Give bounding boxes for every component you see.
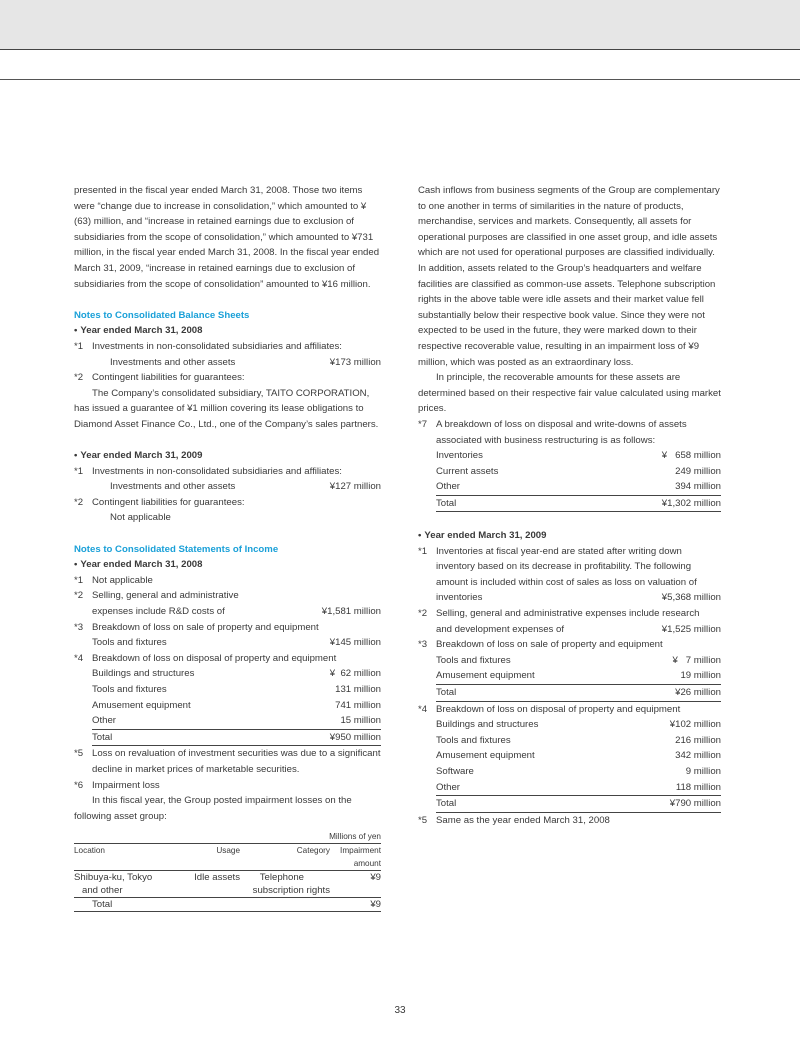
intro-paragraph: presented in the fiscal year ended March 31, 2008. Those two items were “change due to increase in consolidation,” which amounted to ¥(63) million, and “increase in retained earnings due to exclusion of subsidiaries from the scope of consolidation,” which amounted to ¥731 million, in the fiscal year ended March 31, 2008. In the fiscal year ended March 31, 2009, “increase in retained earnings due to exclusion of subsidiaries from the scope of consolidation” amounted to ¥16 million.	[74, 185, 380, 290]
is-note-3: *3 Breakdown of loss on sale of property and equipment	[74, 621, 319, 633]
inventory-valuation-row: inventories ¥5,368 million	[436, 592, 721, 604]
disposal-row: Buildings and structures ¥102 million	[436, 719, 721, 731]
bs-2009-investments-row: Investments and other assets ¥127 million	[110, 481, 381, 493]
balance-sheets-heading: Notes to Consolidated Balance Sheets	[74, 309, 250, 321]
table-total-row: Total ¥9	[74, 898, 381, 912]
sale-loss-row: Amusement equipment 19 million	[436, 670, 721, 682]
disposal-row: Software 9 million	[436, 765, 721, 777]
is-rd-costs-row: expenses include R&D costs of ¥1,581 million	[92, 606, 381, 618]
disposal-row: Amusement equipment 342 million	[436, 750, 721, 762]
cash-inflows-paragraph: Cash inflows from business segments of the Group are complementary to one another in terms of similarities in the nature of products, merchandise, services and markets. Consequently, all assets for operational purposes are classified in one asset group, and idle assets which are not used for operational purposes are classified individually. In addition, assets related to the Group’s headquarters and welfare facilities are classified as common-use assets. Telephone subscription rights in the above table were idle assets and their market value fell substantially below their respective book value. Since they were not expected to be used in the future, they were marked down to their respective recoverable value, resulting in an impairment loss of ¥9 million, which was posted as an extraordinary loss.	[418, 185, 720, 368]
is-2009-note-5: *5 Same as the year ended March 31, 2008	[418, 814, 610, 826]
is-2009-note-4: *4 Breakdown of loss on disposal of property and equipment	[418, 703, 681, 715]
is-sale-loss-row: Tools and fixtures ¥145 million	[92, 637, 381, 649]
bullet-icon: •	[74, 325, 78, 337]
bullet-icon: •	[418, 530, 422, 542]
table-unit-row: Millions of yen	[74, 830, 381, 844]
is-note-4: *4 Breakdown of loss on disposal of property and equipment	[74, 652, 337, 664]
restructuring-total-row: Total ¥1,302 million	[436, 495, 721, 513]
is-disposal-row: Buildings and structures ¥ 62 million	[92, 668, 381, 680]
header-band	[0, 0, 800, 50]
table-header-row: Location Usage Category Impairment amount	[74, 844, 381, 871]
bs-2008-note-1: *1 Investments in non-consolidated subsidiaries and affiliates:	[74, 340, 342, 352]
is-disposal-row: Amusement equipment 741 million	[92, 699, 381, 711]
header-rule	[0, 79, 800, 80]
bs-2008-note-2: *2 Contingent liabilities for guarantees:	[74, 372, 245, 384]
page-number: 33	[394, 1005, 406, 1016]
disposal-total-row: Total ¥790 million	[436, 795, 721, 813]
table-row: Shibuya-ku, Tokyo and other Idle assets Telephone subscription rights ¥9	[74, 872, 381, 897]
restructuring-row: Inventories ¥ 658 million	[436, 450, 721, 462]
restructuring-note-7: *7 A breakdown of loss on disposal and write-downs of assets associated with business restructuring is as follows:	[418, 418, 687, 446]
disposal-row: Tools and fixtures 216 million	[436, 734, 721, 746]
is-note-5: *5 Loss on revaluation of investment securities was due to a significant decline in market prices of marketable securities.	[74, 748, 381, 775]
income-statements-heading: Notes to Consolidated Statements of Income	[74, 543, 279, 555]
bs-2009-not-applicable: Not applicable	[110, 512, 171, 524]
bs-2009-title: • Year ended March 31, 2009	[74, 450, 203, 462]
is-2009-note-2: *2 Selling, general and administrative expenses include research	[418, 608, 700, 620]
bs-2009-note-2: *2 Contingent liabilities for guarantees:	[74, 496, 245, 508]
right-column	[418, 183, 721, 828]
is-2009-note-3: *3 Breakdown of loss on sale of property and equipment	[418, 639, 663, 651]
bs-2008-investments-row: Investments and other assets ¥173 million	[110, 356, 381, 368]
disposal-row: Other 118 million	[436, 781, 721, 793]
is-note-2: *2 Selling, general and administrative	[74, 590, 239, 602]
impairment-table	[74, 830, 381, 912]
sale-loss-row: Tools and fixtures ¥ 7 million	[436, 654, 721, 666]
is-2009-title: • Year ended March 31, 2009	[418, 530, 547, 542]
restructuring-row: Current assets 249 million	[436, 465, 721, 477]
bs-2008-title: • Year ended March 31, 2008	[74, 325, 203, 337]
is-note-6: *6 Impairment loss	[74, 779, 160, 791]
is-2009-note-1: *1 Inventories at fiscal year-end are stated after writing down inventory based on its decrease in profitability. The following amount is included within cost of sales as loss on valuation of	[418, 545, 697, 588]
is-2008-title: • Year ended March 31, 2008	[74, 559, 203, 571]
is-disposal-row: Other 15 million	[92, 715, 381, 727]
recoverable-paragraph: In principle, the recoverable amounts for these assets are determined based on their respective fair value calculated using market prices.	[418, 372, 721, 415]
rd-expenses-row: and development expenses of ¥1,525 million	[436, 623, 721, 635]
bs-2009-note-1: *1 Investments in non-consolidated subsidiaries and affiliates:	[74, 465, 342, 477]
bullet-icon: •	[74, 559, 78, 571]
is-note-1: *1 Not applicable	[74, 574, 153, 586]
sale-loss-total-row: Total ¥26 million	[436, 684, 721, 702]
is-disposal-total-row: Total ¥950 million	[92, 729, 381, 747]
is-disposal-row: Tools and fixtures 131 million	[92, 684, 381, 695]
restructuring-row: Other 394 million	[436, 481, 721, 493]
bs-2008-guarantee-paragraph: The Company’s consolidated subsidiary, TAITO CORPORATION, has issued a guarantee of ¥1 million covering its lease obligations to Diamond Asset Finance Co., Ltd., one of the Company’s sales partners.	[74, 387, 379, 430]
left-column	[74, 183, 381, 912]
bullet-icon: •	[74, 450, 78, 462]
impairment-paragraph: In this fiscal year, the Group posted impairment losses on the following asset group:	[74, 795, 352, 822]
